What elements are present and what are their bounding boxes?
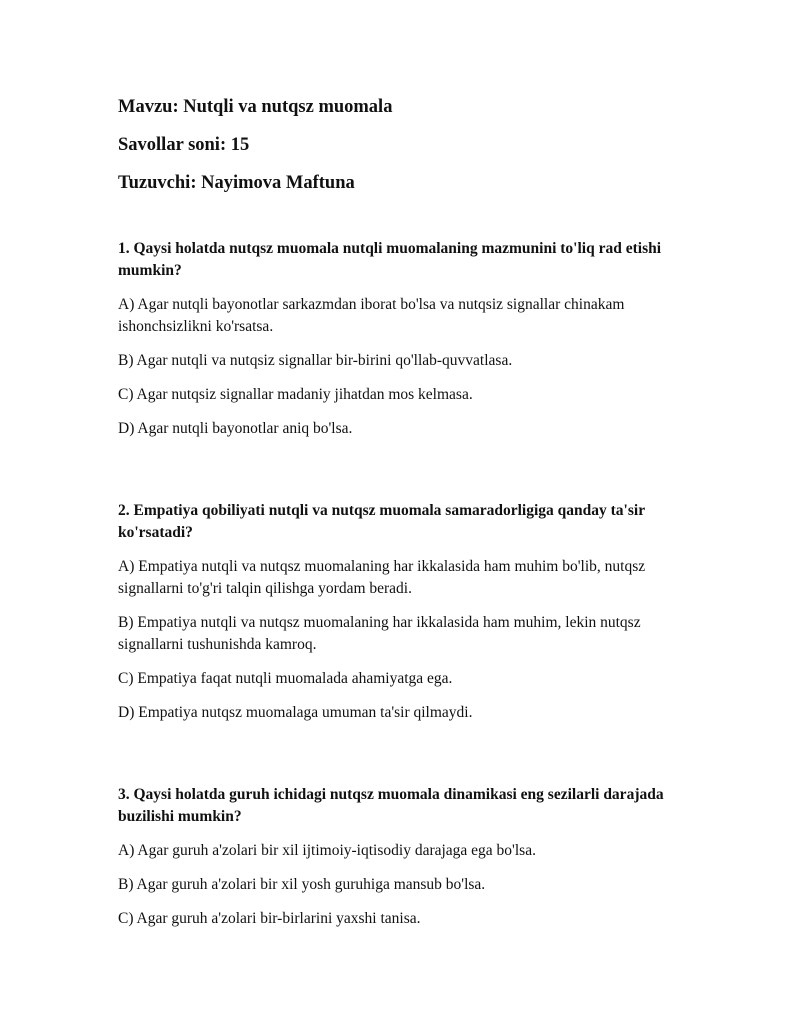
author-heading: Tuzuvchi: Nayimova Maftuna [118,173,355,193]
question-text: 3. Qaysi holatda guruh ichidagi nutqsz muomala dinamikasi eng sezilarli darajada buzilishi mumkin? [118,786,664,825]
answer-option-d: D) Agar nutqli bayonotlar aniq bo'lsa. [118,420,353,437]
question-text: 2. Empatiya qobiliyati nutqli va nutqsz muomala samaradorligiga qanday ta'sir ko'rsatadi? [118,502,645,541]
answer-option-d: D) Empatiya nutqsz muomalaga umuman ta'sir qilmaydi. [118,704,473,721]
question-1 [118,238,693,440]
question-count-heading: Savollar soni: 15 [118,135,250,155]
answer-option-c: C) Empatiya faqat nutqli muomalada ahamiyatga ega. [118,670,453,687]
answer-option-c: C) Agar nutqsiz signallar madaniy jihatdan mos kelmasa. [118,386,473,403]
answer-option-b: B) Empatiya nutqli va nutqsz muomalaning har ikkalasida ham muhim, lekin nutqsz signallarni tushunishda kamroq. [118,614,641,653]
question-2 [118,500,693,724]
answer-option-a: A) Empatiya nutqli va nutqsz muomalaning har ikkalasida ham muhim bo'lib, nutqsz signallarni to'g'ri talqin qilishga yordam beradi. [118,558,646,597]
answer-option-b: B) Agar nutqli va nutqsiz signallar bir-birini qo'llab-quvvatlasa. [118,352,513,369]
question-text: 1. Qaysi holatda nutqsz muomala nutqli muomalaning mazmunini to'liq rad etishi mumkin? [118,240,662,279]
document-page [118,96,693,942]
answer-option-b: B) Agar guruh a'zolari bir xil yosh guruhiga mansub bo'lsa. [118,876,486,893]
topic-heading: Mavzu: Nutqli va nutqsz muomala [118,97,393,117]
question-3 [118,784,693,930]
answer-option-c: C) Agar guruh a'zolari bir-birlarini yaxshi tanisa. [118,910,421,927]
answer-option-a: A) Agar guruh a'zolari bir xil ijtimoiy-iqtisodiy darajaga ega bo'lsa. [118,842,536,859]
answer-option-a: A) Agar nutqli bayonotlar sarkazmdan iborat bo'lsa va nutqsiz signallar chinakam ishonchsizlikni ko'rsatsa. [118,296,625,335]
